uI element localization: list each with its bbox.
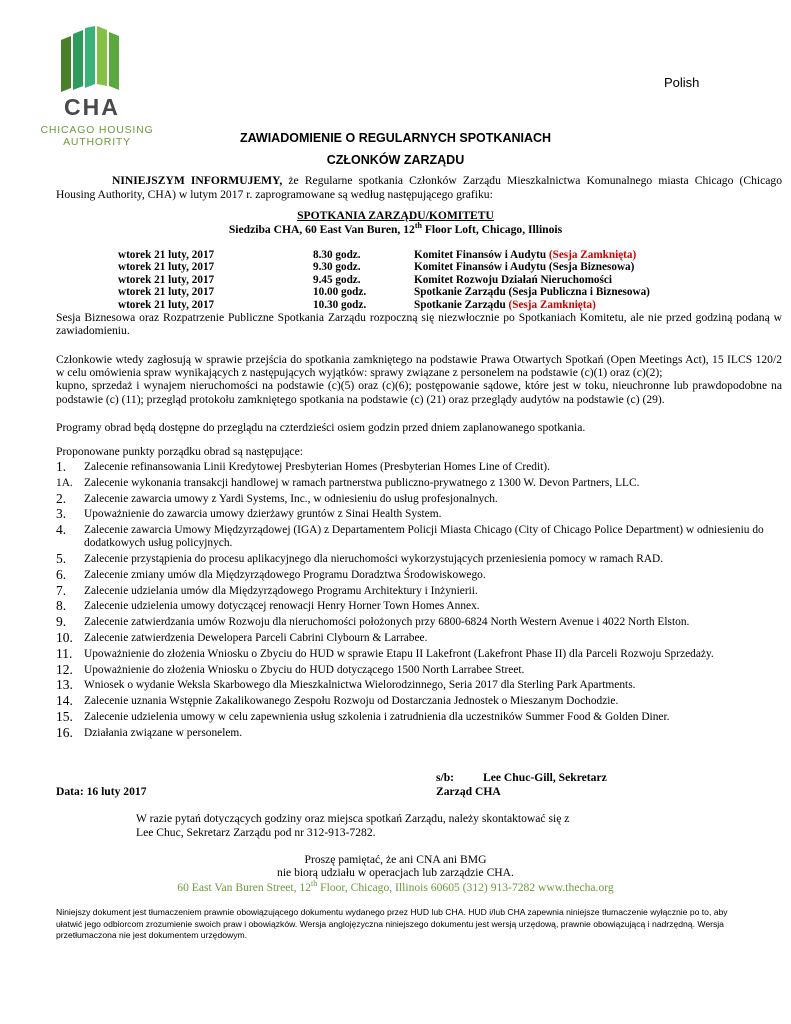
list-item: 11. Upoważnienie do złożenia Wniosku o Zbyciu do HUD w sprawie Etapu II Lakefront (Lakefront Phase II) dla Parceli Rozwoju Sprzedaży.	[56, 645, 714, 661]
list-item: 13. Wniosek o wydanie Weksla Skarbowego dla Mieszkalnictwa Wielorodzinnego, Seria 2017 dla Sterling Park Apartments.	[56, 677, 636, 693]
list-item: 10. Zalecenie zatwierdzenia Dewelopera Parceli Cabrini Clybourn & Larrabee.	[56, 629, 428, 645]
board-name: Zarząd CHA	[436, 785, 501, 798]
list-item: 1. Zalecenie refinansowania Linii Kredytowej Presbyterian Homes (Presbyterian Homes Line of Credit).	[56, 459, 550, 474]
list-item: 6. Zalecenie zmiany umów dla Międzyrządowego Programu Doradztwa Środowiskowego.	[56, 566, 486, 582]
list-item: 3. Upoważnienie do zawarcia umowy dzierżawy gruntów z Sinai Health System.	[56, 506, 442, 522]
list-item: 9. Zalecenie zatwierdzania umów Rozwoju dla nieruchomości położonych przy 6800-6824 North Western Avenue i 4022 North Elston.	[56, 614, 690, 630]
schedule-row: wtorek 21 luty, 2017 10.00 godz. Spotkanie Zarządu (Sesja Publiczna i Biznesowa)	[118, 286, 650, 299]
list-item: 2. Zalecenie zawarcia umowy z Yardi Systems, Inc., w odniesieniu do usług profesjonalnych.	[56, 490, 498, 506]
schedule-table	[0, 249, 791, 311]
list-item: 12. Upoważnienie do złożenia Wniosku o Zbyciu do HUD dotyczącego 1500 North Larrabee Street.	[56, 661, 525, 677]
page-title-line1: ZAWIADOMIENIE O REGULARNYCH SPOTKANIACH	[239, 131, 552, 145]
logo-wordmark: CHA	[64, 94, 120, 120]
logo-subtitle: CHICAGO HOUSING AUTHORITY	[40, 124, 154, 148]
notice-line1: Proszę pamiętać, że ani CNA ani BMG	[304, 853, 487, 866]
cha-logo	[34, 26, 164, 92]
intro-paragraph: NINIEJSZYM INFORMUJEMY, że Regularne spotkania Członków Zarządu Mieszkalnictwa Komunalnego miasta Chicago (Chicago Housing Authority, CHA) w lutym 2017 r. zaprogramowane są według następującego grafiku:	[56, 174, 782, 201]
signature-line: s/b: Lee Chuc-Gill, Sekretarz	[436, 771, 607, 784]
notice-line2: nie biorą udziału w operacjach lub zarządzie CHA.	[277, 866, 514, 879]
logo-bars-icon	[61, 26, 133, 92]
page-title-line2: CZŁONKÓW ZARZĄDU	[326, 153, 465, 167]
schedule-row: wtorek 21 luty, 2017 9.45 godz. Komitet Rozwoju Działań Nieruchomości	[118, 273, 612, 286]
list-item: 16. Działania związane w personelem.	[56, 724, 243, 740]
address-line: 60 East Van Buren Street, 12th Floor, Chicago, Illinois 60605 (312) 913-7282 www.thecha.org	[177, 879, 614, 894]
session-note: Sesja Biznesowa oraz Rozpatrzenie Publiczne Spotkania Zarządu rozpoczną się niezwłocznie po Spotkaniach Komitetu, ale nie przed godziną podaną w zawiadomieniu.	[56, 311, 782, 338]
schedule-row: wtorek 21 luty, 2017 8.30 godz. Komitet Finansów i Audytu (Sesja Zamknięta)	[118, 249, 637, 261]
schedule-row: wtorek 21 luty, 2017 9.30 godz. Komitet Finansów i Audytu (Sesja Biznesowa)	[118, 261, 635, 274]
translation-disclaimer: Niniejszy dokument jest tłumaczeniem prawnie obowiązującego dokumentu wydanego przez HUD lub CHA. HUD i/lub CHA zapewnia niniejsze tłumaczenie wyłącznie po to, aby ułatwić jego odbiorcom zrozumienie swoich praw i obowiązków. Wersja anglojęzyczna niniejszego dokumentu jest wersją urzędową, prawnie obowiązującą i nadrzędną. Wersja przetłumaczona nie jest dokumentem urzędowym.	[56, 907, 728, 940]
list-item: 5. Zalecenie przystąpienia do procesu aplikacyjnego dla nieruchomości wykorzystujących przeniesienia pomocy w ramach RAD.	[56, 550, 664, 566]
agenda-intro: Proponowane punkty porządku obrad są następujące:	[56, 445, 303, 458]
closed-session-paragraph: Członkowie wtedy zagłosują w sprawie przejścia do spotkania zamkniętego na podstawie Prawa Otwartych Spotkań (Open Meetings Act), 15 ILCS 120/2 w celu omówienia spraw wynikających z następujących wyjątków: sprawy związane z personelem na podstawie (c)(1) oraz (c)(2); kupno, sprzedaż i wynajem nieruchomości na podstawie (c)(5) oraz (c)(6); postępowanie sądowe, które jest w toku, nieuchronne lub prawdopodobne na podstawie (c) (11); przegląd protokołu zamkniętego spotkania na podstawie (c) (21) oraz przeglądy audytów na podstawie (c) (29).	[56, 353, 782, 406]
list-item: 15. Zalecenie udzielenia umowy w celu zapewnienia usług szkolenia i zatrudnienia dla uczestników Summer Food & Golden Diner.	[56, 708, 670, 724]
agenda-list	[56, 461, 782, 743]
section-title: SPOTKANIA ZARZĄDU/KOMITETU	[297, 209, 494, 222]
contact-info: W razie pytań dotyczących godziny oraz miejsca spotkań Zarządu, należy skontaktować się z Lee Chuc, Sekretarz Zarządu pod nr 312-913-7282.	[136, 812, 570, 839]
list-item: 1A. Zalecenie wykonania transakcji handlowej w ramach partnerstwa publiczno-prywatnego z 1300 W. Devon Partners, LLC.	[56, 476, 640, 489]
schedule-row: wtorek 21 luty, 2017 10.30 godz. Spotkanie Zarządu (Sesja Zamknięta)	[118, 298, 596, 311]
list-item: 7. Zalecenie udzielania umów dla Międzyrządowego Programu Architektury i Inżynierii.	[56, 582, 478, 598]
language-label: Polish	[664, 75, 700, 90]
list-item: 14. Zalecenie uznania Wstępnie Zakalikowanego Zespołu Rozwoju od Dostarczania Jednostek o Mieszanym Dochodzie.	[56, 693, 619, 709]
agenda-availability: Programy obrad będą dostępne do przeglądu na czterdzieści osiem godzin przed dniem zaplanowanego spotkania.	[56, 421, 586, 434]
document-date: Data: 16 luty 2017	[56, 785, 147, 798]
venue: Siedziba CHA, 60 East Van Buren, 12th Floor Loft, Chicago, Illinois	[228, 221, 563, 236]
list-item: 4. Zalecenie zawarcia Umowy Międzyrządowej (IGA) z Departamentem Policji Miasta Chicago (City of Chicago Police Department) w odniesieniu do dodatkowych usług policyjnych.	[56, 522, 764, 550]
list-item: 8. Zalecenie udzielenia umowy dotyczącej renowacji Henry Horner Town Homes Annex.	[56, 598, 480, 614]
